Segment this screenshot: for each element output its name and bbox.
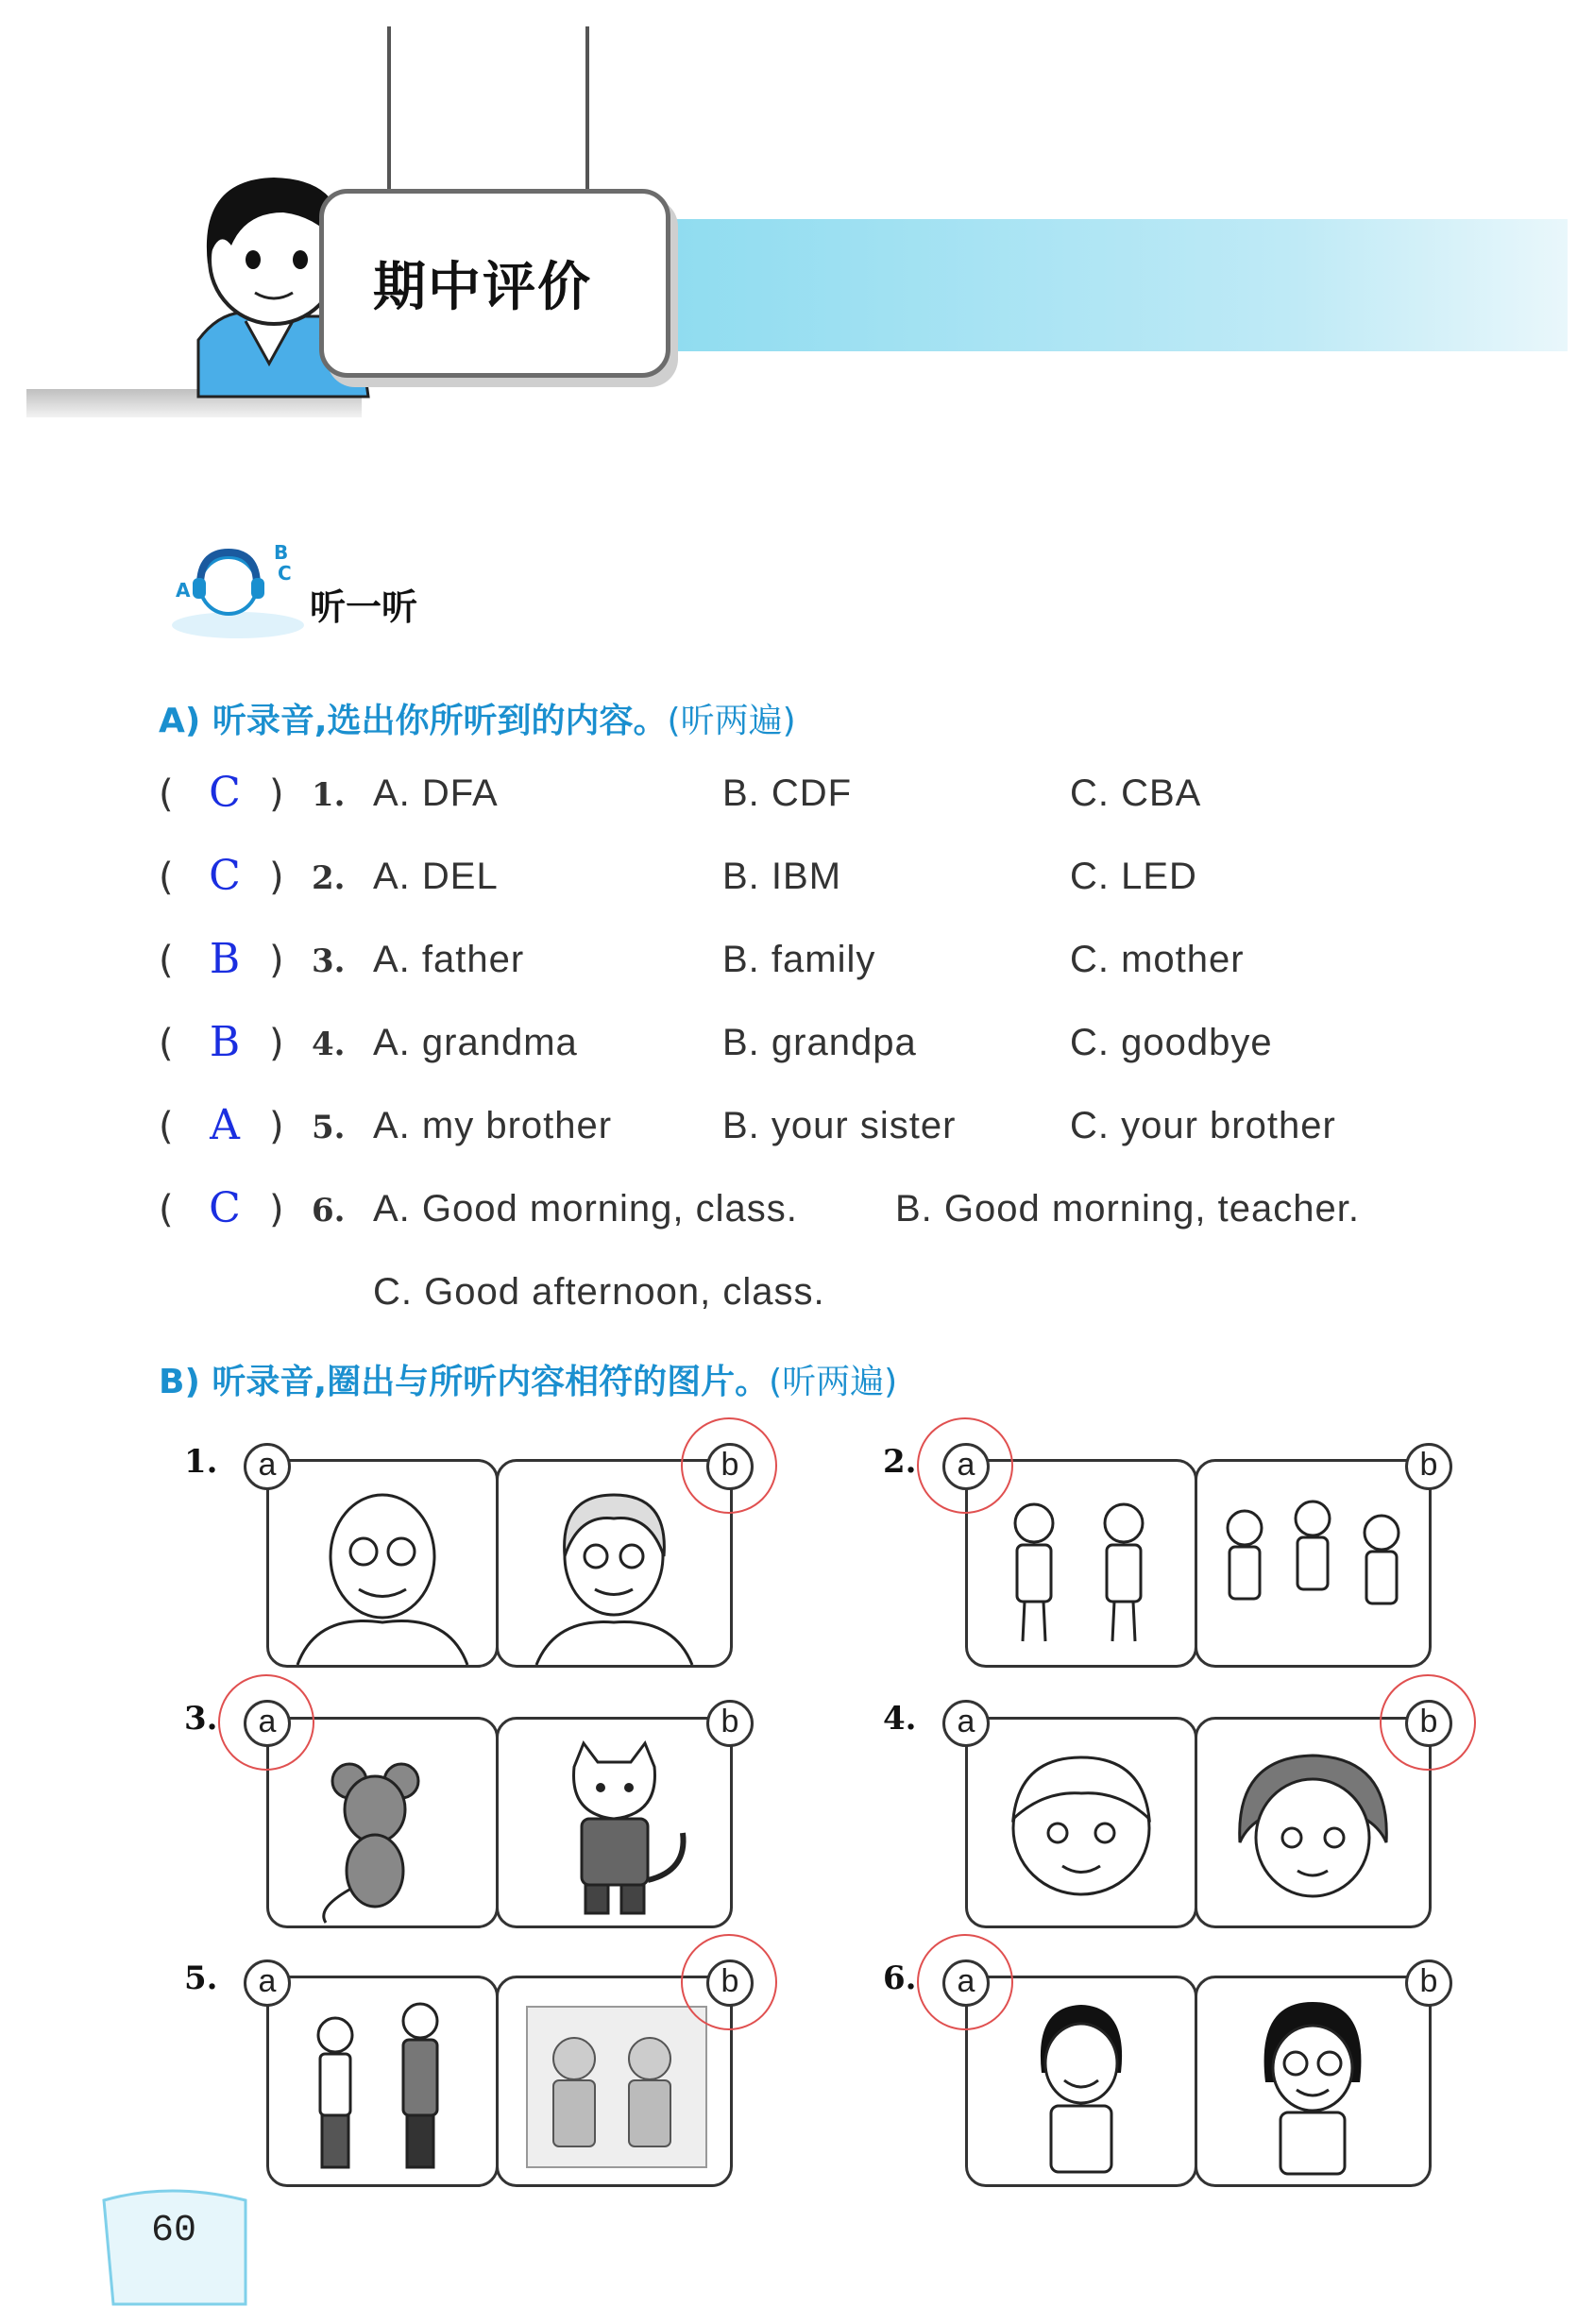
option-a: A. DFA <box>373 772 499 814</box>
question-number: 3. <box>312 942 346 980</box>
answer-mark: C <box>209 769 241 817</box>
question-number: 1. <box>312 776 346 814</box>
page-title: 期中评价 <box>373 257 592 318</box>
answer-mark: C <box>209 852 241 900</box>
question-row-continued <box>0 1271 1594 1328</box>
part-b-note: (听两遍) <box>769 1363 898 1401</box>
cat-picture <box>499 1720 730 1925</box>
part-a-heading-text: A) 听录音,选出你所听到的内容。 <box>159 702 668 740</box>
option-c: C. CBA <box>1070 772 1202 814</box>
question-number: 6. <box>312 1192 346 1230</box>
option-a-tag[interactable]: a <box>942 1443 990 1490</box>
right-paren: ) <box>269 772 284 816</box>
svg-text:C: C <box>278 562 292 585</box>
part-a-note: (听两遍) <box>667 702 796 740</box>
answer-mark: A <box>210 1101 240 1149</box>
option-c: C. your brother <box>1070 1105 1336 1146</box>
picture-item-number: 6. <box>883 1959 917 1997</box>
option-b-tag[interactable]: b <box>706 1443 754 1490</box>
option-b-tag[interactable]: b <box>1405 1443 1452 1490</box>
answer-circle <box>218 1674 314 1771</box>
answer-mark: B <box>209 1018 241 1066</box>
option-c: C. goodbye <box>1070 1022 1273 1063</box>
option-b: B. your sister <box>722 1105 957 1146</box>
question-row <box>0 1184 1594 1245</box>
part-b-heading <box>159 1355 897 1403</box>
picture-card-a[interactable] <box>266 1459 499 1668</box>
page-number: 60 <box>151 2210 197 2252</box>
sign-rope-left <box>387 26 391 196</box>
question-row <box>0 935 1594 995</box>
svg-text:A: A <box>176 579 191 602</box>
part-a-heading <box>159 694 796 742</box>
boy-face-picture <box>968 1720 1195 1925</box>
option-a: A. father <box>373 939 525 980</box>
answer-mark: C <box>209 1184 241 1232</box>
option-a: A. Good morning, class. <box>373 1188 798 1230</box>
option-a-tag[interactable]: a <box>244 1443 291 1490</box>
svg-text:B: B <box>274 541 289 564</box>
option-b: B. Good morning, teacher. <box>895 1188 1360 1230</box>
left-paren: ( <box>159 772 174 816</box>
right-paren: ) <box>269 1188 284 1231</box>
picture-card-b[interactable] <box>1195 1459 1432 1668</box>
question-number: 5. <box>312 1109 346 1146</box>
option-b-tag[interactable]: b <box>706 1959 754 2007</box>
picture-item-number: 1. <box>184 1443 218 1481</box>
answer-circle <box>917 1934 1013 2030</box>
option-b: B. family <box>722 939 876 980</box>
girl-glasses-picture <box>1197 1978 1429 2184</box>
right-paren: ) <box>269 1022 284 1065</box>
option-b-tag[interactable]: b <box>1405 1700 1452 1747</box>
left-paren: ( <box>159 1022 174 1065</box>
option-a-tag[interactable]: a <box>942 1700 990 1747</box>
picture-card-b[interactable] <box>496 1717 733 1928</box>
option-a-tag[interactable]: a <box>942 1959 990 2007</box>
picture-item-number: 5. <box>184 1959 218 1997</box>
option-a: A. my brother <box>373 1105 613 1146</box>
picture-item-number: 4. <box>883 1700 917 1738</box>
section-title: 听一听 <box>310 586 418 628</box>
option-a-tag[interactable]: a <box>244 1700 291 1747</box>
question-row <box>0 1101 1594 1162</box>
option-c: C. LED <box>1070 856 1197 897</box>
option-b-tag[interactable]: b <box>706 1700 754 1747</box>
grandpa-picture <box>269 1462 496 1665</box>
left-paren: ( <box>159 1105 174 1148</box>
boy-and-woman-picture <box>269 1978 496 2184</box>
girls-talking-picture <box>1197 1462 1429 1665</box>
answer-circle <box>681 1934 777 2030</box>
answer-mark: B <box>209 935 241 983</box>
sign-rope-right <box>585 26 589 196</box>
picture-item-number: 2. <box>883 1443 917 1481</box>
question-number: 2. <box>312 859 346 897</box>
option-a: A. DEL <box>373 856 499 897</box>
option-a-tag[interactable]: a <box>244 1959 291 2007</box>
question-row <box>0 1018 1594 1078</box>
option-b: B. CDF <box>722 772 853 814</box>
headphones-kid-icon <box>172 538 304 642</box>
option-c: C. Good afternoon, class. <box>373 1271 825 1313</box>
picture-item-number: 3. <box>184 1700 218 1738</box>
picture-card-a[interactable] <box>266 1976 499 2187</box>
option-c: C. mother <box>1070 939 1245 980</box>
option-b: B. IBM <box>722 856 842 897</box>
left-paren: ( <box>159 856 174 899</box>
answer-circle <box>1380 1674 1476 1771</box>
part-b-heading-text: B) 听录音,圈出与所听内容相符的图片。 <box>159 1363 770 1401</box>
question-row <box>0 769 1594 829</box>
right-paren: ) <box>269 856 284 899</box>
question-number: 4. <box>312 1026 346 1063</box>
question-row <box>0 852 1594 912</box>
picture-card-a[interactable] <box>965 1717 1197 1928</box>
option-b: B. grandpa <box>722 1022 917 1063</box>
option-a: A. grandma <box>373 1022 578 1063</box>
right-paren: ) <box>269 939 284 982</box>
header-banner <box>661 219 1568 351</box>
answer-circle <box>917 1417 1013 1514</box>
answer-circle <box>681 1417 777 1514</box>
picture-card-b[interactable] <box>1195 1976 1432 2187</box>
option-b-tag[interactable]: b <box>1405 1959 1452 2007</box>
left-paren: ( <box>159 939 174 982</box>
right-paren: ) <box>269 1105 284 1148</box>
left-paren: ( <box>159 1188 174 1231</box>
